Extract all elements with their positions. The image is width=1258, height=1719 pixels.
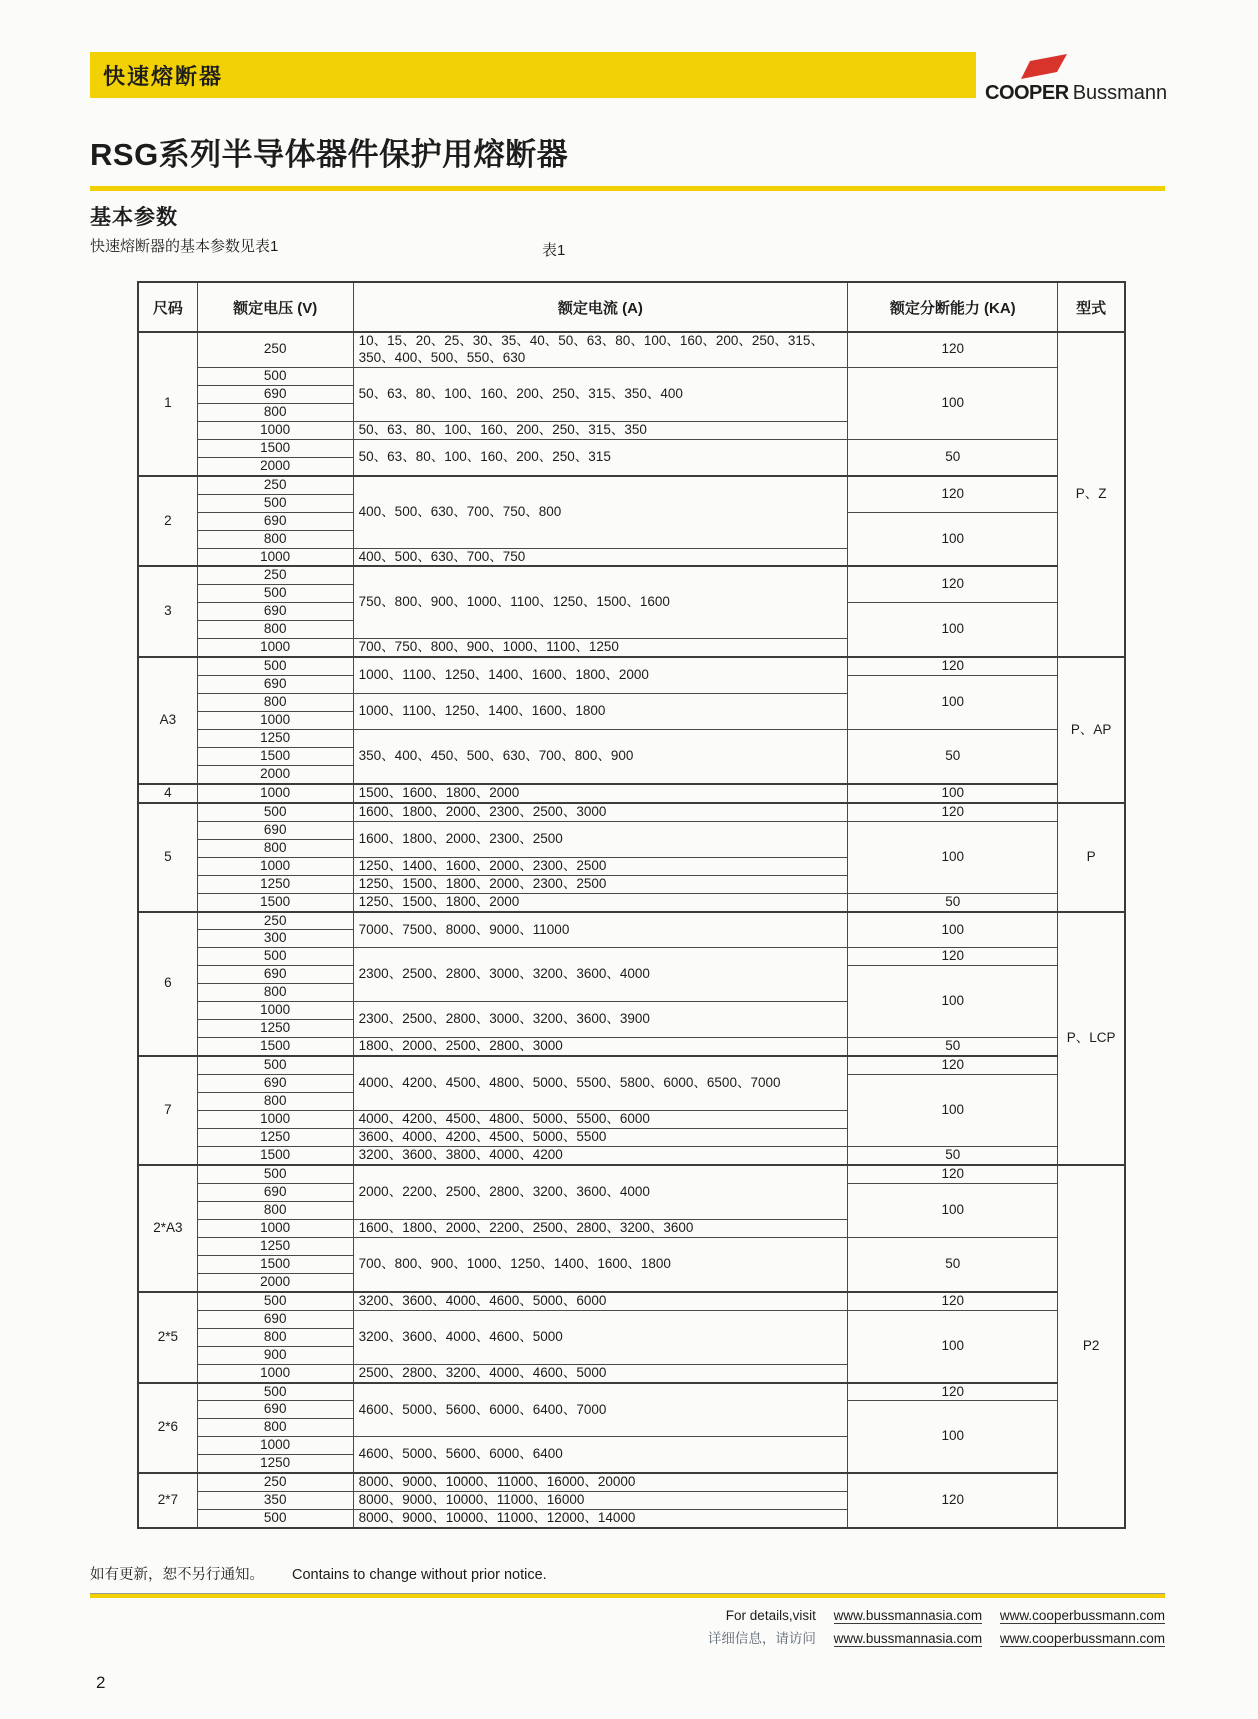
- voltage-cell: 2000: [197, 766, 353, 784]
- voltage-cell: 500: [197, 367, 353, 385]
- voltage-cell: 250: [197, 912, 353, 930]
- logo-bussmann-label: Bussmann: [1072, 82, 1168, 104]
- type-cell: P: [1058, 803, 1125, 912]
- voltage-cell: 250: [197, 1473, 353, 1491]
- ka-cell: 120: [848, 332, 1058, 367]
- current-cell: 1250、1400、1600、2000、2300、2500: [353, 857, 848, 875]
- bussmannasia-link[interactable]: www.bussmannasia.com: [833, 1608, 983, 1623]
- voltage-cell: 500: [197, 1292, 353, 1310]
- current-cell: 8000、9000、10000、11000、16000、20000: [353, 1473, 848, 1491]
- voltage-cell: 1000: [197, 639, 353, 657]
- ka-cell: 100: [848, 784, 1058, 803]
- voltage-cell: 500: [197, 1510, 353, 1528]
- ka-cell: 100: [848, 676, 1058, 730]
- current-cell: 750、800、900、1000、1100、1250、1500、1600: [353, 566, 848, 638]
- voltage-cell: 690: [197, 1183, 353, 1201]
- voltage-cell: 800: [197, 1201, 353, 1219]
- table-row: [138, 893, 1125, 911]
- current-cell: 700、800、900、1000、1250、1400、1600、1800: [353, 1237, 848, 1291]
- footer-note: [90, 1563, 1165, 1584]
- voltage-cell: 800: [197, 984, 353, 1002]
- voltage-cell: 800: [197, 621, 353, 639]
- ka-cell: 120: [848, 657, 1058, 675]
- size-cell: 6: [138, 912, 197, 1057]
- voltage-cell: 1000: [197, 1219, 353, 1237]
- current-cell: 2000、2200、2500、2800、3200、3600、4000: [353, 1165, 848, 1219]
- voltage-cell: 690: [197, 1310, 353, 1328]
- ka-cell: 120: [848, 1292, 1058, 1310]
- ka-cell: 100: [848, 1310, 1058, 1382]
- voltage-cell: 500: [197, 1383, 353, 1401]
- size-cell: 2*5: [138, 1292, 197, 1383]
- voltage-cell: 1250: [197, 1020, 353, 1038]
- parameters-table: [137, 281, 1126, 1529]
- voltage-cell: 1000: [197, 421, 353, 439]
- column-header-voltage: 额定电压 (V): [197, 282, 353, 332]
- ka-cell: 100: [848, 603, 1058, 657]
- table-row: [138, 476, 1125, 494]
- column-header-size: 尺码: [138, 282, 197, 332]
- table-row: [138, 1165, 1125, 1183]
- voltage-cell: 690: [197, 966, 353, 984]
- ka-cell: 100: [848, 966, 1058, 1038]
- voltage-cell: 250: [197, 332, 353, 367]
- ka-cell: 120: [848, 566, 1058, 602]
- current-cell: 50、63、80、100、160、200、250、315、350、400: [353, 367, 848, 421]
- voltage-cell: 1500: [197, 893, 353, 911]
- ka-cell: 50: [848, 439, 1058, 475]
- current-cell: 3200、3600、4000、4600、5000、6000: [353, 1292, 848, 1310]
- voltage-cell: 500: [197, 494, 353, 512]
- ka-cell: 50: [848, 1147, 1058, 1165]
- voltage-cell: 500: [197, 948, 353, 966]
- current-cell: 1600、1800、2000、2200、2500、2800、3200、3600: [353, 1219, 848, 1237]
- voltage-cell: 1000: [197, 857, 353, 875]
- ka-cell: 120: [848, 948, 1058, 966]
- table-row: [138, 332, 1125, 367]
- current-cell: 8000、9000、10000、11000、12000、14000: [353, 1510, 848, 1528]
- voltage-cell: 1000: [197, 1111, 353, 1129]
- table-row: [138, 1056, 1125, 1074]
- column-header-current: 额定电流 (A): [353, 282, 848, 332]
- type-cell: P、AP: [1058, 657, 1125, 803]
- size-cell: 2: [138, 476, 197, 567]
- table-row: [138, 948, 1125, 966]
- ka-cell: 120: [848, 1473, 1058, 1528]
- table-row: [138, 803, 1125, 821]
- voltage-cell: 1500: [197, 1038, 353, 1056]
- ka-cell: 100: [848, 512, 1058, 566]
- type-cell: P、LCP: [1058, 912, 1125, 1166]
- ka-cell: 100: [848, 1183, 1058, 1237]
- parameters-table-wrap: [137, 281, 1126, 1529]
- header-banner: [90, 52, 976, 98]
- table-row: [138, 1473, 1125, 1491]
- table-row: [138, 821, 1125, 839]
- voltage-cell: 690: [197, 821, 353, 839]
- cooperbussmann-link[interactable]: www.cooperbussmann.com: [999, 1630, 1165, 1646]
- current-cell: 400、500、630、700、750、800: [353, 476, 848, 548]
- voltage-cell: 1250: [197, 1455, 353, 1473]
- ka-cell: 120: [848, 803, 1058, 821]
- current-cell: 4000、4200、4500、4800、5000、5500、5800、6000、6500、7000: [353, 1056, 848, 1110]
- logo-cooper-label: COOPER: [985, 82, 1069, 104]
- size-cell: 2*7: [138, 1473, 197, 1528]
- current-cell: 3600、4000、4200、4500、5000、5500: [353, 1129, 848, 1147]
- voltage-cell: 2000: [197, 457, 353, 475]
- table-row: [138, 566, 1125, 584]
- page-number: 2: [96, 1672, 106, 1692]
- current-cell: 50、63、80、100、160、200、250、315: [353, 439, 848, 475]
- voltage-cell: 800: [197, 403, 353, 421]
- size-cell: A3: [138, 657, 197, 784]
- size-cell: 2*A3: [138, 1165, 197, 1292]
- voltage-cell: 250: [197, 566, 353, 584]
- table-row: [138, 1292, 1125, 1310]
- current-cell: 4600、5000、5600、6000、6400、7000: [353, 1383, 848, 1437]
- voltage-cell: 250: [197, 476, 353, 494]
- footer-links-line-zh: [90, 1628, 1165, 1651]
- table-row: [138, 1147, 1125, 1165]
- voltage-cell: 1000: [197, 1002, 353, 1020]
- current-cell: 1500、1600、1800、2000: [353, 784, 848, 803]
- voltage-cell: 500: [197, 803, 353, 821]
- type-cell: P2: [1058, 1165, 1125, 1528]
- ka-cell: 50: [848, 1038, 1058, 1056]
- table-row: [138, 730, 1125, 748]
- voltage-cell: 1500: [197, 748, 353, 766]
- links-prefix-zh: 详细信息，请访问: [707, 1630, 816, 1646]
- current-cell: 700、750、800、900、1000、1100、1250: [353, 639, 848, 657]
- voltage-cell: 1000: [197, 784, 353, 803]
- page-content: [90, 52, 1168, 1693]
- table-header-row: [138, 282, 1125, 332]
- voltage-cell: 2000: [197, 1273, 353, 1291]
- yellow-rule-top: [90, 186, 1165, 191]
- table-row: [138, 1038, 1125, 1056]
- voltage-cell: 1000: [197, 1364, 353, 1382]
- current-cell: 1600、1800、2000、2300、2500: [353, 821, 848, 857]
- column-header-type: 型式: [1058, 282, 1125, 332]
- current-cell: 1000、1100、1250、1400、1600、1800、2000: [353, 657, 848, 693]
- voltage-cell: 800: [197, 1093, 353, 1111]
- cooper-flag-icon: [1019, 54, 1069, 85]
- table-row: [138, 657, 1125, 675]
- section-note-row: [90, 235, 1165, 259]
- current-cell: 400、500、630、700、750: [353, 548, 848, 566]
- links-prefix-en: For details,visit: [725, 1608, 816, 1623]
- voltage-cell: 300: [197, 930, 353, 948]
- voltage-cell: 1500: [197, 1255, 353, 1273]
- yellow-rule-bottom: [90, 1593, 1165, 1598]
- cooper-bussmann-logo: [985, 52, 1168, 114]
- current-cell: 1600、1800、2000、2300、2500、3000: [353, 803, 848, 821]
- footer-links: [90, 1605, 1165, 1651]
- ka-cell: 100: [848, 821, 1058, 893]
- current-cell: 3200、3600、3800、4000、4200: [353, 1147, 848, 1165]
- voltage-cell: 690: [197, 1075, 353, 1093]
- voltage-cell: 690: [197, 603, 353, 621]
- voltage-cell: 690: [197, 385, 353, 403]
- ka-cell: 100: [848, 1401, 1058, 1473]
- voltage-cell: 500: [197, 585, 353, 603]
- current-cell: 3200、3600、4000、4600、5000: [353, 1310, 848, 1364]
- ka-cell: 100: [848, 1075, 1058, 1147]
- voltage-cell: 500: [197, 1165, 353, 1183]
- current-cell: 2300、2500、2800、3000、3200、3600、4000: [353, 948, 848, 1002]
- voltage-cell: 1250: [197, 875, 353, 893]
- current-cell: 1250、1500、1800、2000: [353, 893, 848, 911]
- voltage-cell: 350: [197, 1492, 353, 1510]
- voltage-cell: 800: [197, 1328, 353, 1346]
- banner-label: 快速熔断器: [103, 63, 224, 89]
- size-cell: 1: [138, 332, 197, 476]
- voltage-cell: 800: [197, 694, 353, 712]
- voltage-cell: 1500: [197, 1147, 353, 1165]
- current-cell: 10、15、20、25、30、35、40、50、63、80、100、160、200、250、315、350、400、500、550、630: [353, 332, 848, 367]
- voltage-cell: 500: [197, 657, 353, 675]
- current-cell: 350、400、450、500、630、700、800、900: [353, 730, 848, 784]
- voltage-cell: 800: [197, 1419, 353, 1437]
- voltage-cell: 500: [197, 1056, 353, 1074]
- page-header: [90, 52, 1168, 114]
- section-note: 快速熔断器的基本参数见表1: [90, 238, 279, 255]
- current-cell: 1250、1500、1800、2000、2300、2500: [353, 875, 848, 893]
- voltage-cell: 690: [197, 676, 353, 694]
- voltage-cell: 1500: [197, 439, 353, 457]
- current-cell: 8000、9000、10000、11000、16000: [353, 1492, 848, 1510]
- table-caption: 表1: [542, 242, 566, 259]
- size-cell: 3: [138, 566, 197, 657]
- table-row: [138, 1237, 1125, 1255]
- voltage-cell: 690: [197, 1401, 353, 1419]
- ka-cell: 120: [848, 1165, 1058, 1183]
- current-cell: 2300、2500、2800、3000、3200、3600、3900: [353, 1002, 848, 1038]
- voltage-cell: 690: [197, 512, 353, 530]
- current-cell: 4000、4200、4500、4800、5000、5500、6000: [353, 1111, 848, 1129]
- current-cell: 4600、5000、5600、6000、6400: [353, 1437, 848, 1473]
- table-row: [138, 1310, 1125, 1328]
- current-cell: 50、63、80、100、160、200、250、315、350: [353, 421, 848, 439]
- voltage-cell: 800: [197, 839, 353, 857]
- voltage-cell: 1000: [197, 712, 353, 730]
- ka-cell: 100: [848, 912, 1058, 948]
- ka-cell: 120: [848, 1383, 1058, 1401]
- current-cell: 1800、2000、2500、2800、3000: [353, 1038, 848, 1056]
- table-row: [138, 367, 1125, 385]
- size-cell: 7: [138, 1056, 197, 1165]
- voltage-cell: 900: [197, 1346, 353, 1364]
- ka-cell: 50: [848, 1237, 1058, 1291]
- logo-text: [985, 82, 1167, 105]
- size-cell: 2*6: [138, 1383, 197, 1474]
- voltage-cell: 1250: [197, 1129, 353, 1147]
- ka-cell: 120: [848, 476, 1058, 512]
- table-row: [138, 784, 1125, 803]
- ka-cell: 50: [848, 730, 1058, 784]
- table-row: [138, 1383, 1125, 1401]
- footer-note-zh: 如有更新，恕不另行通知。: [90, 1567, 264, 1583]
- current-cell: 2500、2800、3200、4000、4600、5000: [353, 1364, 848, 1382]
- bussmannasia-link[interactable]: www.bussmannasia.com: [833, 1630, 983, 1646]
- current-cell: 1000、1100、1250、1400、1600、1800: [353, 694, 848, 730]
- voltage-cell: 1000: [197, 548, 353, 566]
- table-row: [138, 912, 1125, 930]
- size-cell: 5: [138, 803, 197, 912]
- section-heading: 基本参数: [90, 206, 178, 229]
- parameters-table-body: [138, 332, 1125, 1528]
- ka-cell: 100: [848, 367, 1058, 439]
- voltage-cell: 1250: [197, 1237, 353, 1255]
- size-cell: 4: [138, 784, 197, 803]
- voltage-cell: 800: [197, 530, 353, 548]
- ka-cell: 50: [848, 893, 1058, 911]
- page-title: RSG系列半导体器件保护用熔断器: [90, 137, 569, 172]
- footer-note-en: Contains to change without prior notice.: [292, 1567, 547, 1583]
- footer-links-line-en: [90, 1605, 1165, 1628]
- type-cell: P、Z: [1058, 332, 1125, 657]
- table-row: [138, 439, 1125, 457]
- current-cell: 7000、7500、8000、9000、11000: [353, 912, 848, 948]
- column-header-breaking-capacity: 额定分断能力 (KA): [848, 282, 1058, 332]
- voltage-cell: 1000: [197, 1437, 353, 1455]
- voltage-cell: 1250: [197, 730, 353, 748]
- cooperbussmann-link[interactable]: www.cooperbussmann.com: [999, 1608, 1165, 1623]
- ka-cell: 120: [848, 1056, 1058, 1074]
